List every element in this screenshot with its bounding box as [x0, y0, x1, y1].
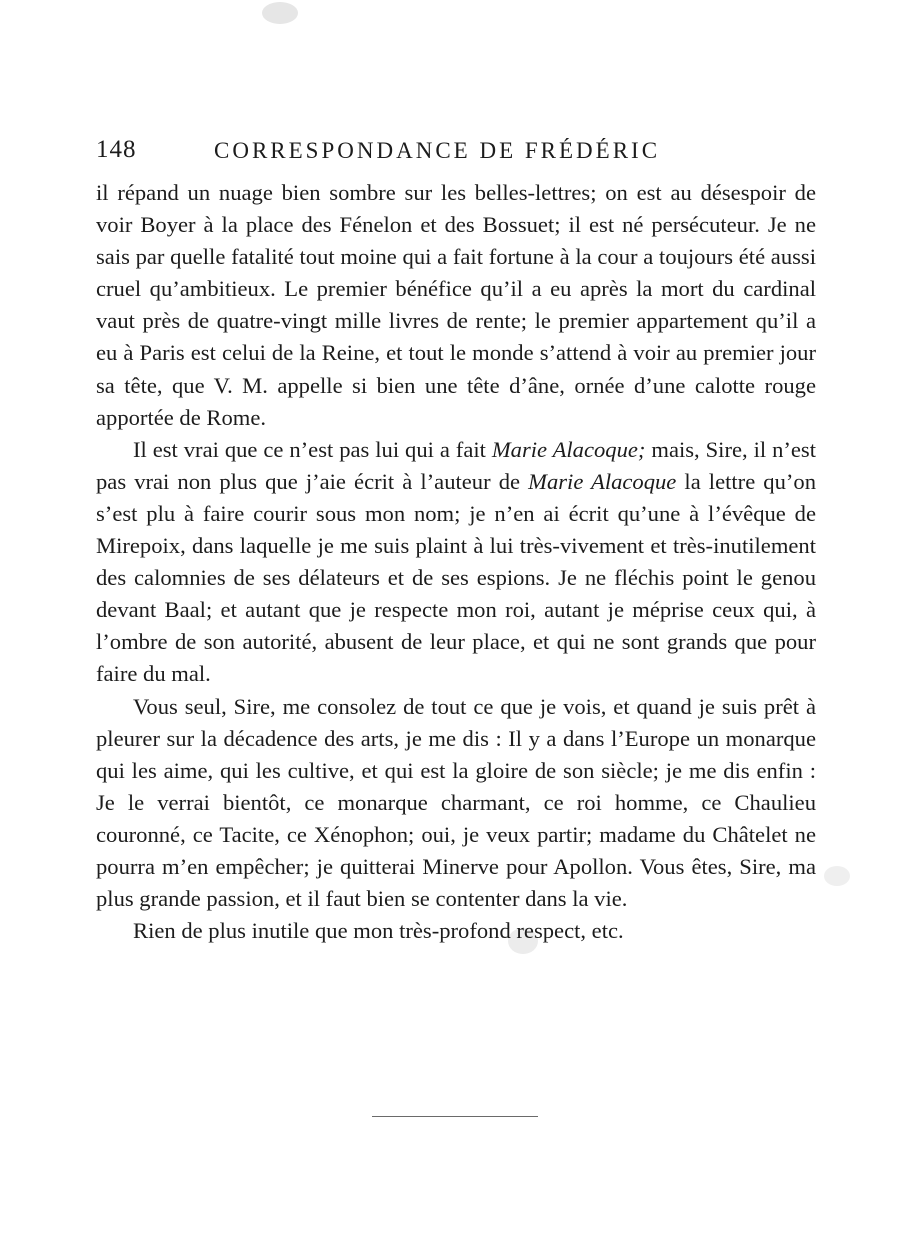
- paragraph-4-closing: [96, 915, 816, 947]
- paragraph-2: [96, 434, 816, 691]
- text-run: mais, Sire, il n’est pas vrai non plus que j’aie écrit à l’auteur de: [96, 436, 816, 494]
- end-rule: [372, 1116, 538, 1117]
- text-run: Rien de plus inutile que mon très-profond respect, etc.: [133, 918, 624, 944]
- text-run: il répand un nuage bien sombre sur les belles-lettres; on est au désespoir de voir Boyer à la place des Fénelon et des Bossuet; il est né persécuteur. Je ne sais par quelle fatalité tout moine qui a fait fortune à la cour a toujours été aussi cruel qu’ambitieux. Le premier bénéfice qu’il a eu après la mort du cardinal vaut près de quatre-vingt mille livres de rente; le premier appartement qu’il a eu à Paris est celui de la Reine, et tout le monde s’attend à voir au premier jour sa tête, que V. M. appelle si bien une tête d’âne, ornée d’une calotte rouge apportée de Rome.: [96, 180, 816, 430]
- paragraph-3: [96, 691, 816, 916]
- paragraph-1: [96, 177, 816, 434]
- text-run: Il est vrai que ce n’est pas lui qui a fait: [133, 436, 492, 462]
- letter-body: [96, 177, 816, 947]
- italic-title: Marie Alacoque;: [491, 436, 646, 462]
- text-run: la lettre qu’on s’est plu à faire courir sous mon nom; je n’en ai écrit qu’une à l’évêque de Mirepoix, dans laquelle je me suis plaint à lui très-vivement et très-inutilement des calomnies de ses délateurs et de ses espions. Je ne fléchis point le genou devant Baal; et autant que je respecte mon roi, autant je méprise ceux qui, à l’ombre de son autorité, abusent de leur place, et qui ne sont grands que pour faire du mal.: [96, 468, 817, 687]
- text-run: Vous seul, Sire, me consolez de tout ce que je vois, et quand je suis prêt à pleurer sur la décadence des arts, je me dis : Il y a dans l’Europe un monarque qui les aime, qui les cultive, et qui est la gloire de son siècle; je me dis enfin : Je le verrai bientôt, ce monarque charmant, ce roi homme, ce Chaulieu couronné, ce Tacite, ce Xénophon; oui, je veux partir; madame du Châtelet ne pourra m’en empêcher; je quitterai Minerve pour Apollon. Vous êtes, Sire, ma plus grande passion, et il faut bien se contenter dans la vie.: [96, 693, 816, 912]
- page-number: 148: [96, 136, 137, 163]
- running-title: CORRESPONDANCE DE FRÉDÉRIC: [214, 138, 661, 163]
- page-header: [96, 136, 816, 170]
- italic-title: Marie Alacoque: [528, 468, 677, 494]
